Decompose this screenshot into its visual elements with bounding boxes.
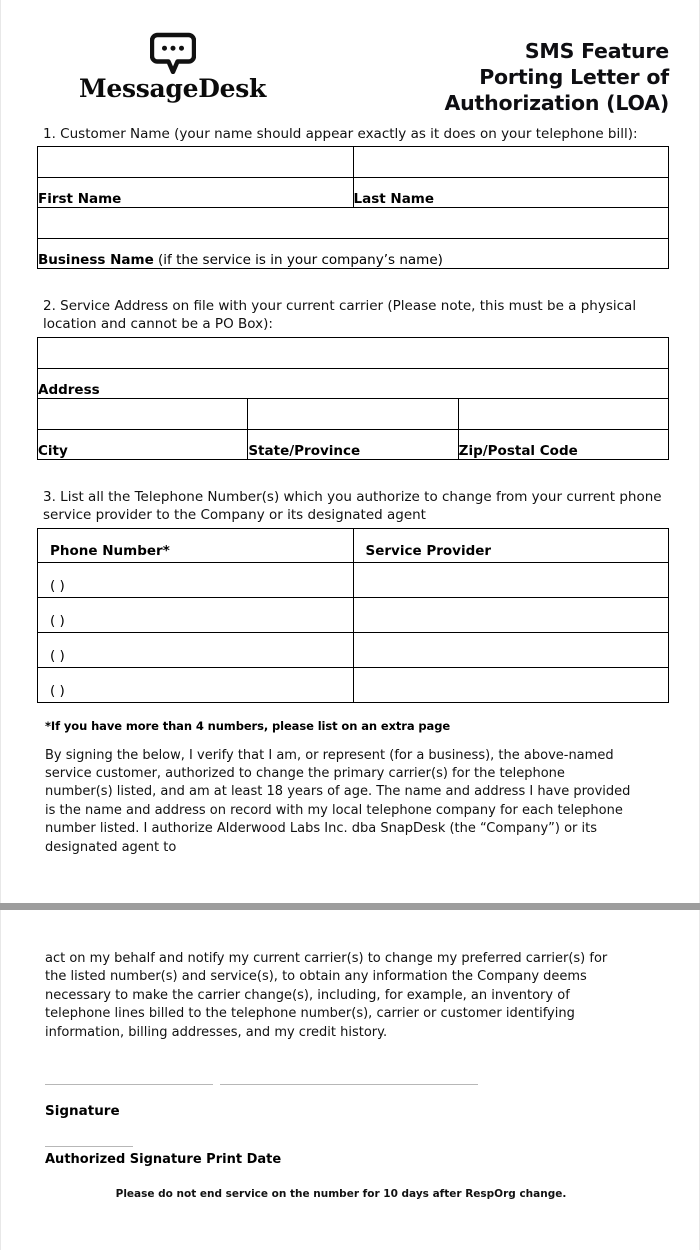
phone-number-input-1[interactable]: ( ) [38,562,354,597]
address-label: Address [38,368,669,398]
section-3-prompt: 3. List all the Telephone Number(s) which you authorize to change from your current phone service provider to the Company or its designated agent [43,488,662,524]
business-name-label-bold: Business Name [38,251,154,268]
section-2-prompt: 2. Service Address on file with your current carrier (Please note, this must be a physical location and cannot be a PO Box): [43,298,637,333]
section-1-prompt: 1. Customer Name (your name should appear exactly as it does on your telephone bill): [43,125,638,142]
first-name-input[interactable] [38,147,354,178]
phone-number-input-4[interactable]: ( ) [38,667,354,702]
signature-input-line[interactable] [45,1084,213,1085]
signature-lines [45,1084,669,1085]
document-header [37,0,669,125]
business-name-input[interactable] [38,208,669,239]
table-row [38,597,669,632]
brand-name: MessageDesk [79,74,266,103]
table-header-row [38,528,669,562]
zip-label: Zip/Postal Code [458,429,668,459]
service-provider-input-3[interactable] [353,632,669,667]
date-input-line[interactable] [220,1084,478,1085]
table-row [38,667,669,702]
service-address-table [37,337,669,460]
phone-number-input-3[interactable]: ( ) [38,632,354,667]
table-row [38,368,669,398]
print-date-input-line[interactable] [45,1146,133,1147]
last-name-label: Last Name [353,178,669,208]
footer-note: Please do not end service on the number for 10 days after RespOrg change. [115,1188,567,1201]
page-title-line-1: SMS Feature [524,39,669,63]
page-title-line-2: Porting Letter of [479,65,669,90]
page-title-line-3: Authorization (LOA) [444,91,669,116]
column-header-phone-number: Phone Number* [38,528,354,562]
table-row [38,147,669,178]
column-header-service-provider: Service Provider [353,528,669,562]
service-provider-input-2[interactable] [353,597,669,632]
business-name-hint: (if the service is in your company’s name) [153,251,443,268]
authorization-paragraph-part-1: By signing the below, I verify that I am, or represent (for a business), the above-named service customer, authorized to change the primary carrier(s) for the telephone number(s) listed, and am at least 18 years of age. The name and address I have provided is the name and address on record with my local telephone company for each telephone number listed. I authorize Alderwood Labs Inc. dba SnapDesk (the “Company”) or its designated agent to [45,747,631,855]
table-row [38,178,669,208]
document-page-2 [0,910,700,1250]
service-provider-input-4[interactable] [353,667,669,702]
extra-numbers-footnote: *If you have more than 4 numbers, please list on an extra page [45,718,451,733]
customer-name-table [37,146,669,269]
service-provider-input-1[interactable] [353,562,669,597]
first-name-label: First Name [38,178,354,208]
signature-label: Signature [45,1103,120,1120]
brand-logo [79,32,266,102]
table-row [38,208,669,239]
table-row [38,398,669,429]
business-name-label [38,239,669,269]
speech-bubble-icon [150,32,196,74]
last-name-input[interactable] [353,147,669,178]
state-input[interactable] [248,398,458,429]
table-row [38,239,669,269]
city-input[interactable] [38,398,248,429]
table-row [38,632,669,667]
city-label: City [38,429,248,459]
zip-input[interactable] [458,398,668,429]
table-row [38,429,669,459]
state-label: State/Province [248,429,458,459]
table-row [38,337,669,368]
address-input[interactable] [38,337,669,368]
page-break-divider [0,903,700,910]
page-title [445,38,670,117]
table-row [38,562,669,597]
authorization-paragraph-part-2: act on my behalf and notify my current carrier(s) to change my preferred carrier(s) for the listed number(s) and service(s), to obtain any information the Company deems necessary to make the carrier change(s), including, for example, an inventory of telephone lines billed to the telephone number(s), carrier or customer identifying information, billing addresses, and my credit history. [45,951,608,1040]
phone-numbers-table [37,528,669,703]
phone-number-input-2[interactable]: ( ) [38,597,354,632]
print-date-label: Authorized Signature Print Date [45,1152,282,1168]
